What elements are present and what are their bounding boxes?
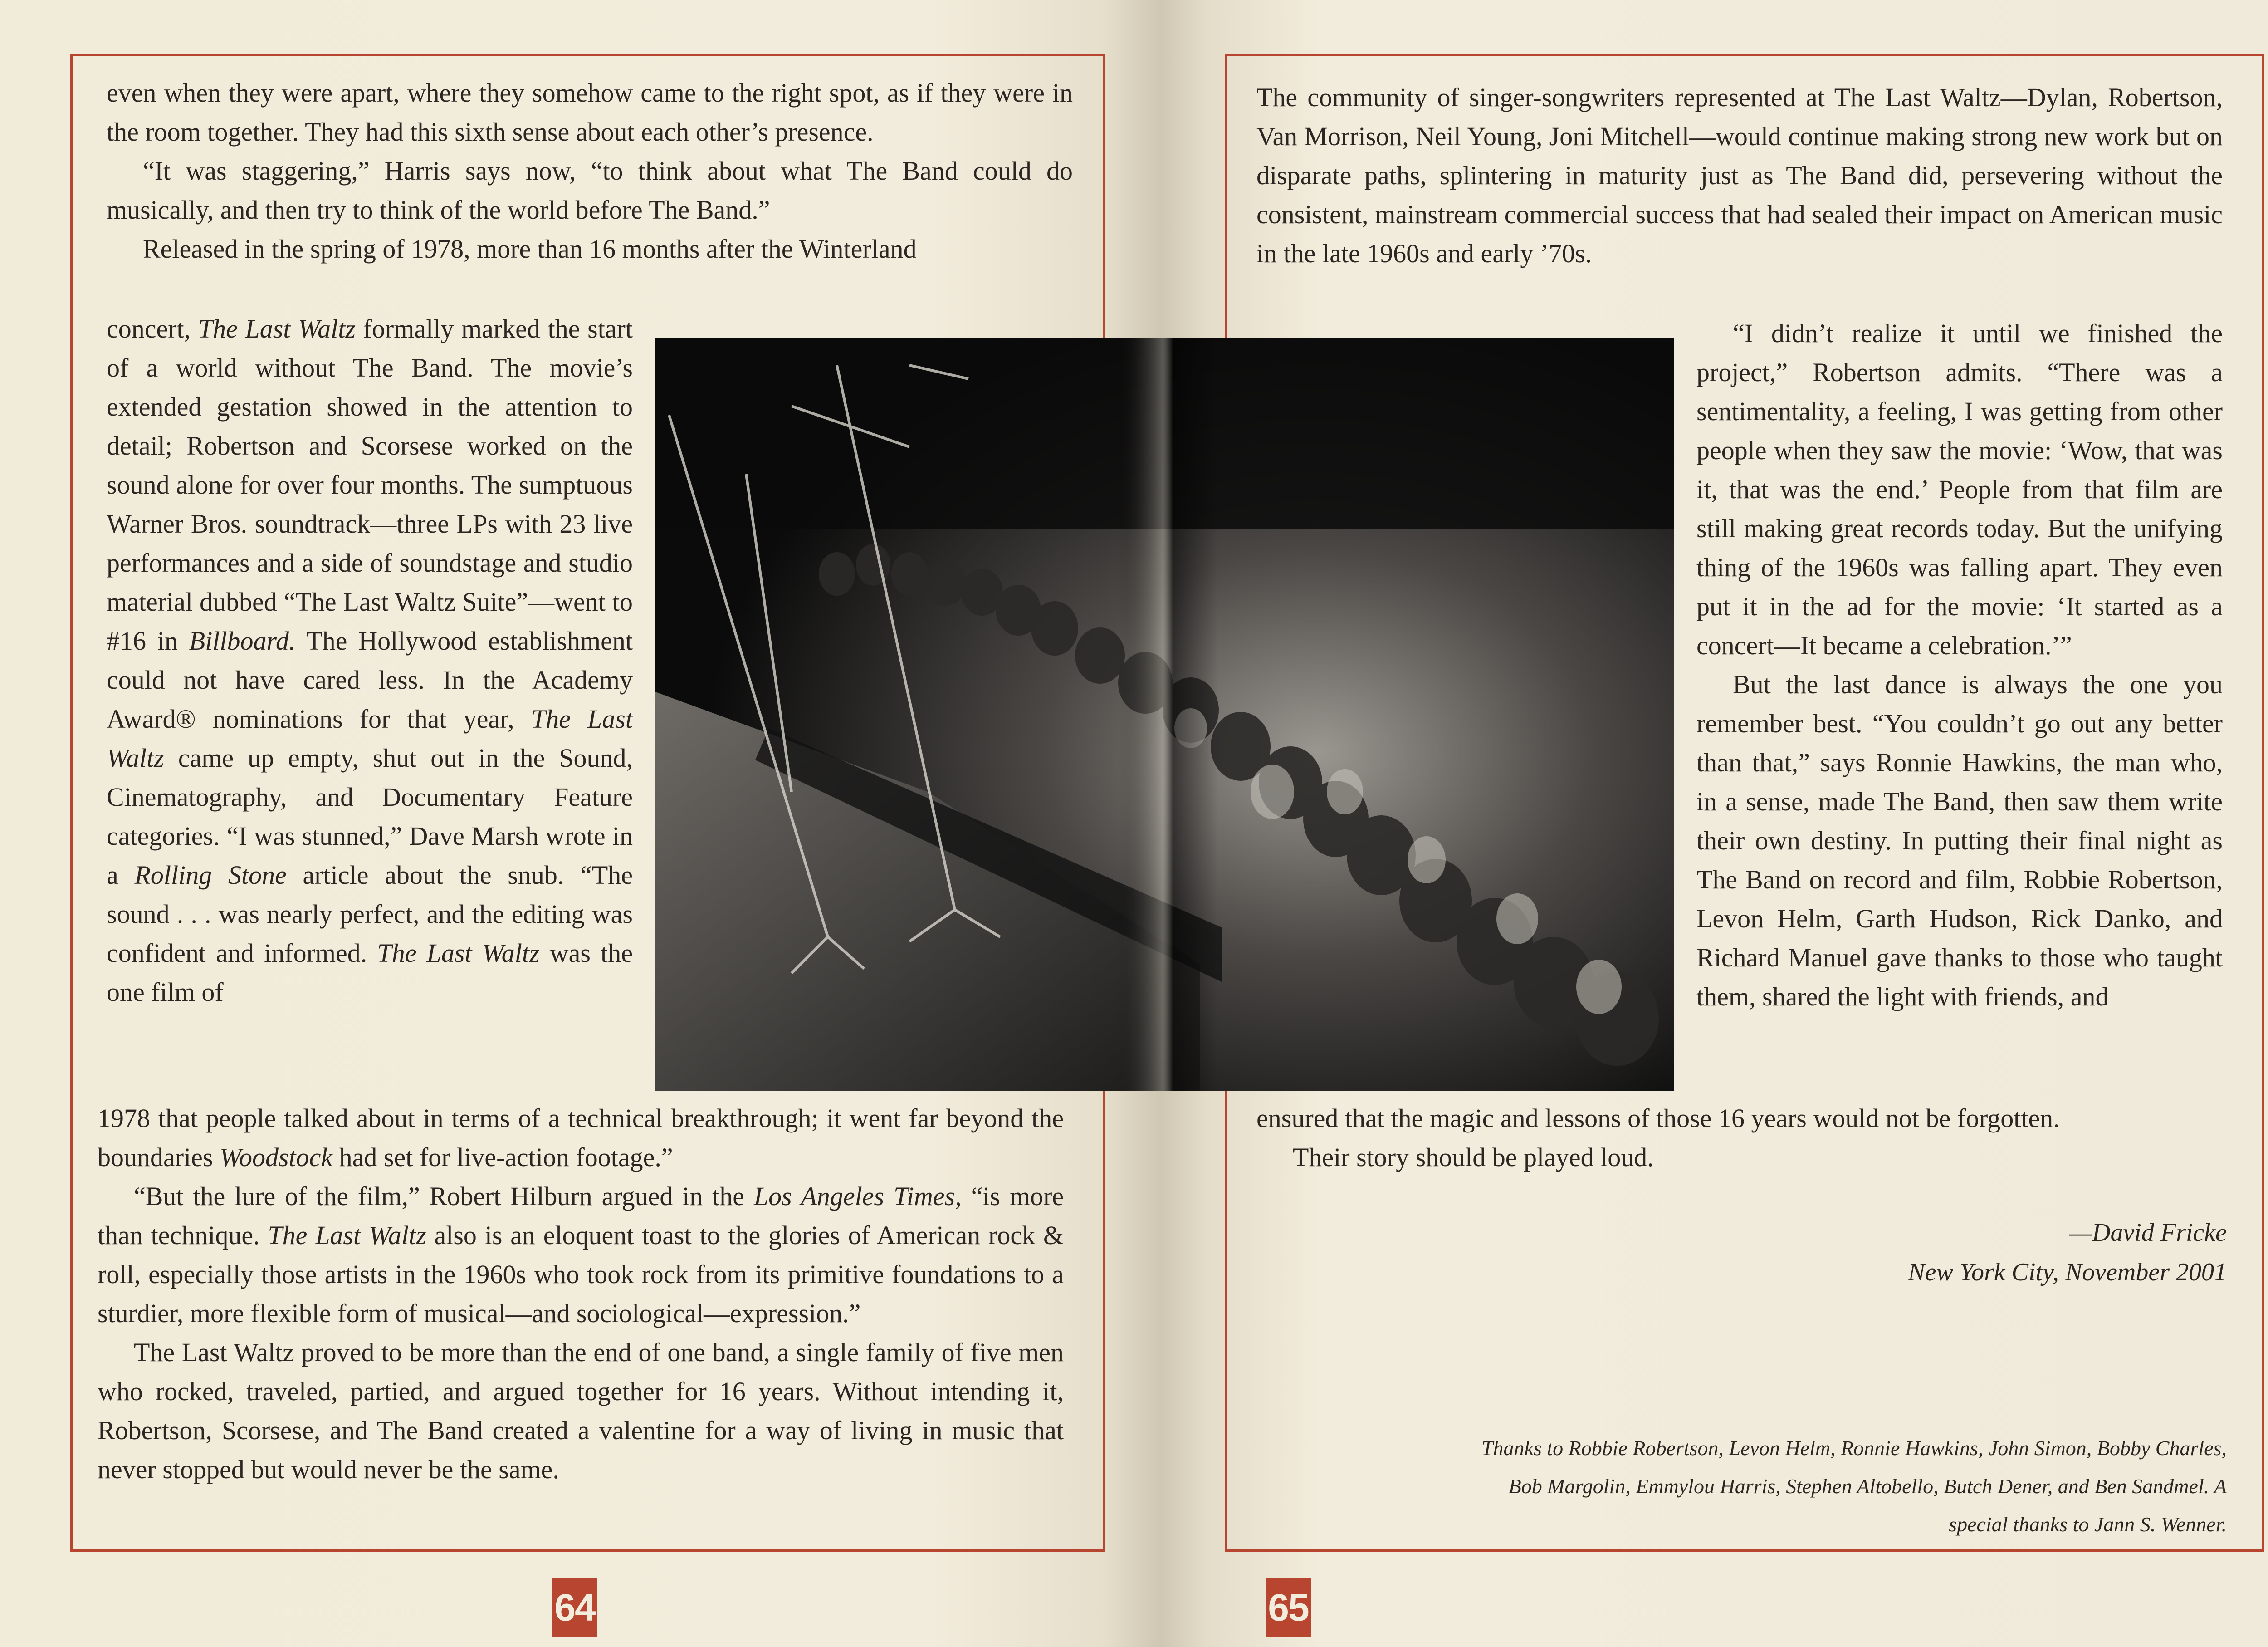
right-top-text — [1256, 78, 2223, 273]
left-bottom-text — [98, 1099, 1064, 1489]
italic-title: Los Angeles Times, — [753, 1181, 962, 1211]
paragraph: Their story should be played loud. — [1293, 1142, 1654, 1172]
paragraph: But the last dance is always the one you remember best. “You couldn’t go out any better than that,” says Ronnie Hawkins, the man who, in a sense, made The Band, then saw them write their own destiny. In putting their final night as The Band on record and film, Robbie Robertson, Levon Helm, Garth Hudson, Rick Danko, and Richard Manuel gave thanks to those who taught them, shared the light with friends, and — [1696, 670, 2223, 1011]
italic-title: Woodstock — [220, 1142, 333, 1172]
concert-crowd-photo — [655, 338, 1674, 1091]
paragraph — [98, 1099, 1064, 1177]
text-run: was the one film of — [107, 938, 633, 1007]
italic-title: The Last Waltz — [198, 314, 356, 343]
left-wrapped-text — [107, 309, 633, 1012]
right-bottom-text — [1256, 1099, 2223, 1177]
text-run: article about the snub. “The sound . . . was nearly perfect, and the editing was confident and informed. — [107, 860, 633, 968]
page-number-right: 65 — [1266, 1578, 1311, 1637]
book-fold-shadow — [1118, 338, 1218, 1091]
paragraph: ensured that the magic and lessons of those 16 years would not be forgotten. — [1256, 1103, 2060, 1133]
text-run: “But the lure of the film,” Robert Hilburn argued in the — [134, 1181, 754, 1211]
italic-title: Rolling Stone — [134, 860, 287, 890]
signature-place: New York City, November 2001 — [1908, 1258, 2227, 1286]
text-run: came up empty, shut out in the Sound, Cinematography, and Documentary Feature categories. “I was stunned,” Dave Marsh wrote in a — [107, 743, 633, 890]
text-run: concert, — [107, 314, 198, 343]
page-number-left: 64 — [552, 1578, 597, 1637]
italic-title: The Last Waltz — [377, 938, 540, 968]
text-run: had set for live-action footage.” — [332, 1142, 673, 1172]
paragraph: The community of singer-songwriters represented at The Last Waltz—Dylan, Robertson, Van Morrison, Neil Young, Joni Mitchell—would continue making strong new work but on disparate paths, splintering in maturity just as The Band did, persevering without the consistent, mainstream commercial success that had sealed their impact on American music in the late 1960s and early ’70s. — [1256, 83, 2223, 268]
text-run: “is more than technique. — [98, 1181, 1064, 1250]
paragraph — [107, 309, 633, 1012]
italic-title: The Last Waltz — [268, 1221, 426, 1250]
right-wrapped-text — [1696, 314, 2223, 1016]
italic-title: Billboard. — [189, 626, 296, 656]
signature-author: —David Fricke — [2069, 1219, 2227, 1247]
paragraph: even when they were apart, where they somehow came to the right spot, as if they were in the room together. They had this sixth sense about each other’s presence. — [107, 78, 1073, 147]
text-run: 1978 that people talked about in terms of a technical breakthrough; it went far beyond the boundaries — [98, 1103, 1064, 1172]
italic-title: The Last Waltz — [107, 704, 633, 773]
paragraph: The Last Waltz proved to be more than the end of one band, a single family of five men who rocked, traveled, partied, and argued together for 16 years. Without intending it, Robertson, Scorsese, and The Band created a valentine for a way of living in music that never stopped but would never be the same. — [98, 1338, 1064, 1484]
text-run: also is an eloquent toast to the glories of American rock & roll, especially those artists in the 1960s who took rock from its primitive foundations to a sturdier, more flexible form of musical—and sociological—expression.” — [98, 1221, 1064, 1328]
text-run: formally marked the start of a world without The Band. The movie’s extended gestation showed in the attention to detail; Robertson and Scorsese worked on the sound alone for over four months. The sumptuous Warner Bros. soundtrack—three LPs with 23 live performances and a side of soundstage and studio material dubbed “The Last Waltz Suite”—went to #16 in — [107, 314, 633, 656]
paragraph: “I didn’t realize it until we finished the project,” Robertson admits. “There was a sentimentality, a feeling, I was getting from other people when they saw the movie: ‘Wow, that was it, that was the end.’ People from that film are still making great records today. But the unifying thing of the 1960s was falling apart. They even put it in the ad for the movie: ‘It started as a concert—It became a celebration.’” — [1696, 319, 2223, 660]
photo-illustration — [655, 338, 1674, 1091]
paragraph: Released in the spring of 1978, more than 16 months after the Winterland — [143, 234, 917, 264]
text-run: The Hollywood establishment could not have cared less. In the Academy Award® nominations for that year, — [107, 626, 633, 734]
acknowledgements: Thanks to Robbie Robertson, Levon Helm, Ronnie Hawkins, John Simon, Bobby Charles, Bob Margolin, Emmylou Harris, Stephen Altobello, Butch Dener, and Ben Sandmel. A special thanks to Jann S. Wenner. — [1481, 1436, 2227, 1536]
paragraph: “It was staggering,” Harris says now, “to think about what The Band could do musically, and then try to think of the world before The Band.” — [107, 156, 1073, 225]
paragraph — [98, 1177, 1064, 1333]
left-top-text — [107, 74, 1073, 269]
